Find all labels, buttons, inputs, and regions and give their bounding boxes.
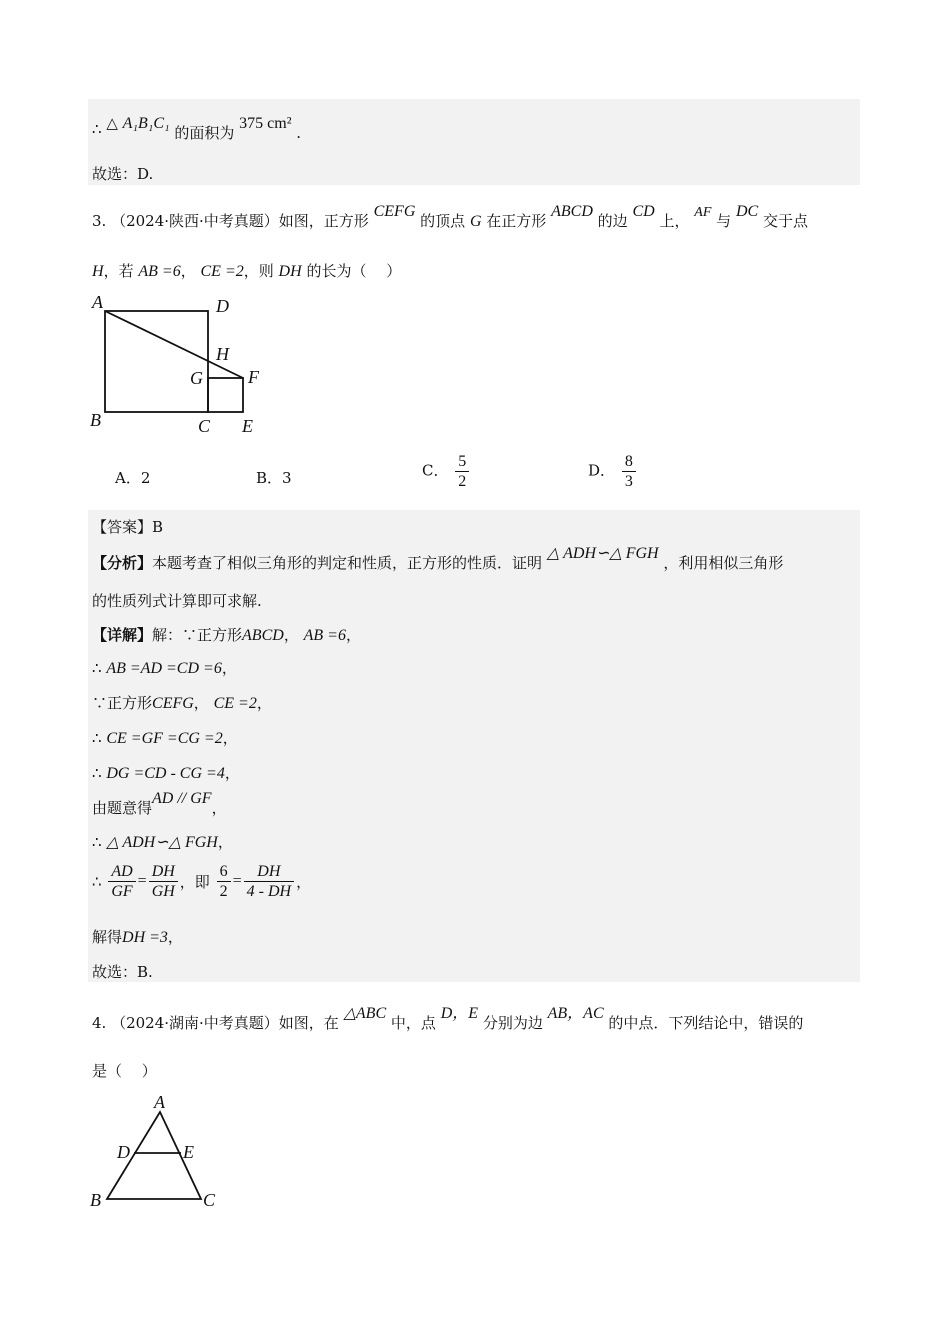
math: AB =AD =CD =6	[106, 660, 222, 677]
question-number: 3.	[92, 212, 107, 230]
question-3-line2	[92, 260, 401, 281]
text: ，	[180, 262, 196, 280]
text: 解：∵正方形	[152, 626, 243, 644]
numerator: 5	[455, 452, 469, 472]
math: DH =3	[122, 929, 168, 946]
numerator: 6	[217, 862, 231, 882]
equals: =	[137, 872, 147, 890]
analysis-label: 【分析】	[92, 554, 153, 572]
denominator: 2	[458, 473, 467, 490]
text: ，	[211, 799, 227, 817]
text: ，若	[103, 262, 134, 280]
fraction-dh-4minus	[244, 862, 294, 901]
text: ，	[224, 764, 240, 782]
point-g: G	[469, 213, 482, 230]
text: ，	[222, 729, 238, 747]
detail-line4	[92, 727, 238, 748]
square-cefg: CEFG	[373, 203, 416, 220]
answer-line: 【答案】B	[92, 518, 164, 536]
math: CE =GF =CG =2	[106, 730, 223, 747]
label-c: C	[203, 1190, 216, 1210]
detail-line8	[92, 862, 311, 901]
label-h: H	[216, 344, 229, 364]
square-abcd-shape	[105, 311, 208, 412]
area-conclusion-line	[92, 112, 302, 142]
detail-line9	[92, 926, 183, 947]
denominator: 4 - DH	[246, 883, 292, 900]
option-d[interactable]	[588, 452, 638, 491]
therefore: ∴	[92, 872, 102, 891]
points-d-e: D，E	[440, 1005, 479, 1022]
text: 上，	[659, 212, 690, 230]
option-d-fraction	[622, 452, 636, 491]
detail-line1	[92, 624, 361, 645]
therefore: ∴	[92, 659, 102, 677]
segment-af: AF	[694, 205, 712, 220]
triangle-a1b1c1: A₁B₁C₁	[122, 115, 170, 132]
text: ，	[256, 694, 272, 712]
text: ，	[167, 928, 183, 946]
label-a: A	[92, 292, 103, 312]
analysis-line1	[92, 545, 784, 573]
option-b[interactable]	[256, 467, 292, 488]
denominator: GF	[111, 883, 133, 900]
square-abcd: ABCD	[551, 203, 593, 220]
side-cd: CD	[632, 203, 655, 220]
text: ∵正方形	[92, 694, 153, 712]
numerator: DH	[149, 862, 178, 882]
math: AB =6	[303, 627, 346, 644]
analysis-text: 本题考查了相似三角形的判定和性质，正方形的性质．证明	[152, 554, 543, 572]
square-cefg-shape	[208, 378, 243, 412]
math: DG =CD - CG =4	[106, 765, 225, 782]
label-a: A	[154, 1092, 165, 1112]
text: ，	[283, 626, 299, 644]
option-a-label: A．2	[115, 469, 151, 487]
text: ，	[193, 694, 209, 712]
numerator: 8	[622, 452, 636, 472]
option-c[interactable]	[422, 452, 471, 491]
sides-ab-ac: AB，AC	[547, 1005, 604, 1022]
label-e: E	[242, 416, 253, 436]
label-b: B	[90, 410, 101, 430]
math: CE =2	[213, 695, 257, 712]
denominator: 3	[624, 473, 633, 490]
triangle-symbol: △	[106, 114, 118, 132]
text: ，即	[179, 873, 210, 891]
question-source: （2024·湖南·中考真题）如图，在	[111, 1014, 339, 1032]
text: 的长为（ ）	[306, 262, 402, 280]
text: ，	[221, 659, 237, 677]
equals: =	[232, 872, 242, 890]
area-value: 375 cm²	[239, 115, 292, 132]
question-4-line1	[92, 1005, 804, 1033]
denominator: GH	[151, 883, 175, 900]
given-ab: AB =6	[138, 263, 181, 280]
option-c-fraction	[455, 452, 469, 491]
detail-label: 【详解】	[92, 626, 153, 644]
detail-line10: 故选：B.	[92, 963, 153, 981]
math: AD // GF	[152, 790, 212, 807]
therefore-symbol: ∴	[92, 120, 102, 138]
triangle-figure	[85, 1090, 225, 1220]
analysis-text-b: ，利用相似三角形	[663, 554, 784, 572]
text: 的顶点	[420, 212, 466, 230]
segment-dc: DC	[735, 203, 759, 220]
detail-line5	[92, 762, 240, 783]
question-number: 4.	[92, 1014, 107, 1032]
text: 交于点	[762, 212, 808, 230]
text: 的边	[597, 212, 628, 230]
text: 由题意得	[92, 799, 153, 817]
therefore: ∴	[92, 833, 102, 851]
text: ，则	[243, 262, 274, 280]
numerator: DH	[244, 862, 294, 882]
denominator: 2	[219, 883, 228, 900]
text: 分别为边	[482, 1014, 543, 1032]
period: .	[296, 124, 302, 142]
label-d: D	[216, 296, 229, 316]
point-h: H	[92, 263, 104, 280]
detail-line7	[92, 831, 233, 852]
label-d: D	[117, 1142, 130, 1162]
option-d-label: D．	[588, 461, 616, 480]
text: 的中点．下列结论中，错误的	[608, 1014, 804, 1032]
detail-line3	[92, 692, 272, 713]
triangle-abc: △ABC	[343, 1005, 387, 1022]
label-b: B	[90, 1190, 101, 1210]
text-area-is: 的面积为	[174, 124, 235, 142]
question-3-line1	[92, 203, 808, 231]
math: △ ADH∽△ FGH	[106, 834, 218, 851]
text: ，	[296, 873, 312, 891]
label-c: C	[198, 416, 211, 436]
text: ，	[217, 833, 233, 851]
question-source: （2024·陕西·中考真题）如图，正方形	[111, 212, 369, 230]
math: CEFG	[152, 695, 194, 712]
squares-figure	[80, 290, 280, 440]
detail-line2	[92, 657, 237, 678]
therefore: ∴	[92, 729, 102, 747]
analysis-line2: 的性质列式计算即可求解.	[92, 592, 262, 610]
math: ABCD	[242, 627, 284, 644]
fraction-6-2	[217, 862, 231, 901]
label-g: G	[190, 368, 203, 388]
therefore: ∴	[92, 764, 102, 782]
similar-triangles: △ ADH∽△ FGH	[546, 545, 659, 562]
option-a[interactable]	[115, 467, 150, 488]
given-ce: CE =2	[200, 263, 244, 280]
option-c-label: C．	[422, 461, 449, 480]
question-4-line2: 是（ ）	[92, 1062, 157, 1080]
text: ，	[345, 626, 361, 644]
option-b-label: B．3	[256, 469, 292, 487]
label-f: F	[248, 367, 259, 387]
text: 与	[716, 212, 732, 230]
segment-dh: DH	[278, 263, 302, 280]
fraction-ad-gf	[108, 862, 135, 901]
choose-d-line: 故选：D.	[92, 165, 154, 183]
detail-line6	[92, 790, 227, 818]
fraction-dh-gh	[149, 862, 178, 901]
label-e: E	[183, 1142, 194, 1162]
text: 中，点	[390, 1014, 436, 1032]
numerator: AD	[108, 862, 135, 882]
text: 解得	[92, 928, 123, 946]
text: 在正方形	[486, 212, 547, 230]
